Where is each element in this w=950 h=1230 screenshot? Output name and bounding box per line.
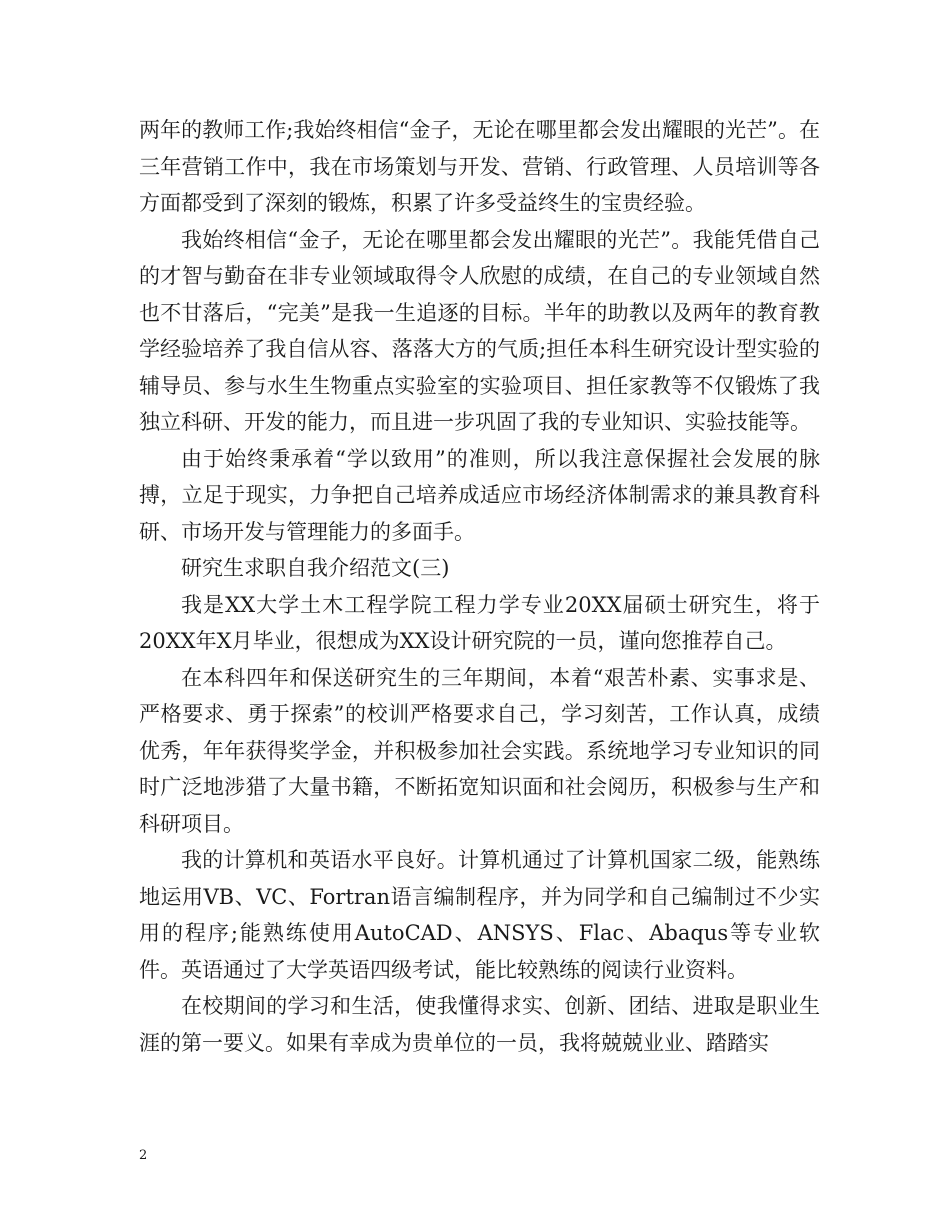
paragraph-3: 由于始终秉承着“学以致用”的准则，所以我注意保握社会发展的脉搏，立足于现实，力争把自己培养成适应市场经济体制需求的兼具教育科研、市场开发与管理能力的多面手。	[139, 446, 820, 544]
paragraph-4: 我是XX大学土木工程学院工程力学专业20XX届硕士研究生，将于20XX年X月毕业，很想成为XX设计研究院的一员，谨向您推荐自己。	[139, 592, 820, 653]
section-heading: 研究生求职自我介绍范文(三)	[181, 556, 450, 580]
paragraph-6: 我的计算机和英语水平良好。计算机通过了计算机国家二级，能熟练地运用VB、VC、Fortran语言编制程序，并为同学和自己编制过不少实用的程序;能熟练使用AutoCAD、ANSYS、Flac、Abaqus等专业软件。英语通过了大学英语四级考试，能比较熟练的阅读行业资料。	[139, 848, 820, 982]
paragraph-7: 在校期间的学习和生活，使我懂得求实、创新、团结、进取是职业生涯的第一要义。如果有幸成为贵单位的一员，我将兢兢业业、踏踏实	[139, 994, 820, 1055]
paragraph-5: 在本科四年和保送研究生的三年期间，本着“艰苦朴素、实事求是、严格要求、勇于探索”的校训严格要求自己，学习刻苦，工作认真，成绩优秀，年年获得奖学金，并积极参加社会实践。系统地学习专业知识的同时广泛地涉猎了大量书籍，不断拓宽知识面和社会阅历，积极参与生产和科研项目。	[139, 665, 820, 836]
page-number: 2	[139, 1148, 148, 1163]
document-body	[139, 112, 820, 1061]
paragraph-2: 我始终相信“金子，无论在哪里都会发出耀眼的光芒”。我能凭借自己的才智与勤奋在非专业领域取得令人欣慰的成绩，在自己的专业领域自然也不甘落后，“完美”是我一生追逐的目标。半年的助教以及两年的教育教学经验培养了我自信从容、落落大方的气质;担任本科生研究设计型实验的辅导员、参与水生生物重点实验室的实验项目、担任家教等不仅锻炼了我独立科研、开发的能力，而且进一步巩固了我的专业知识、实验技能等。	[139, 227, 820, 434]
paragraph-1: 两年的教师工作;我始终相信“金子，无论在哪里都会发出耀眼的光芒”。在三年营销工作中，我在市场策划与开发、营销、行政管理、人员培训等各方面都受到了深刻的锻炼，积累了许多受益终生的宝贵经验。	[139, 118, 820, 215]
